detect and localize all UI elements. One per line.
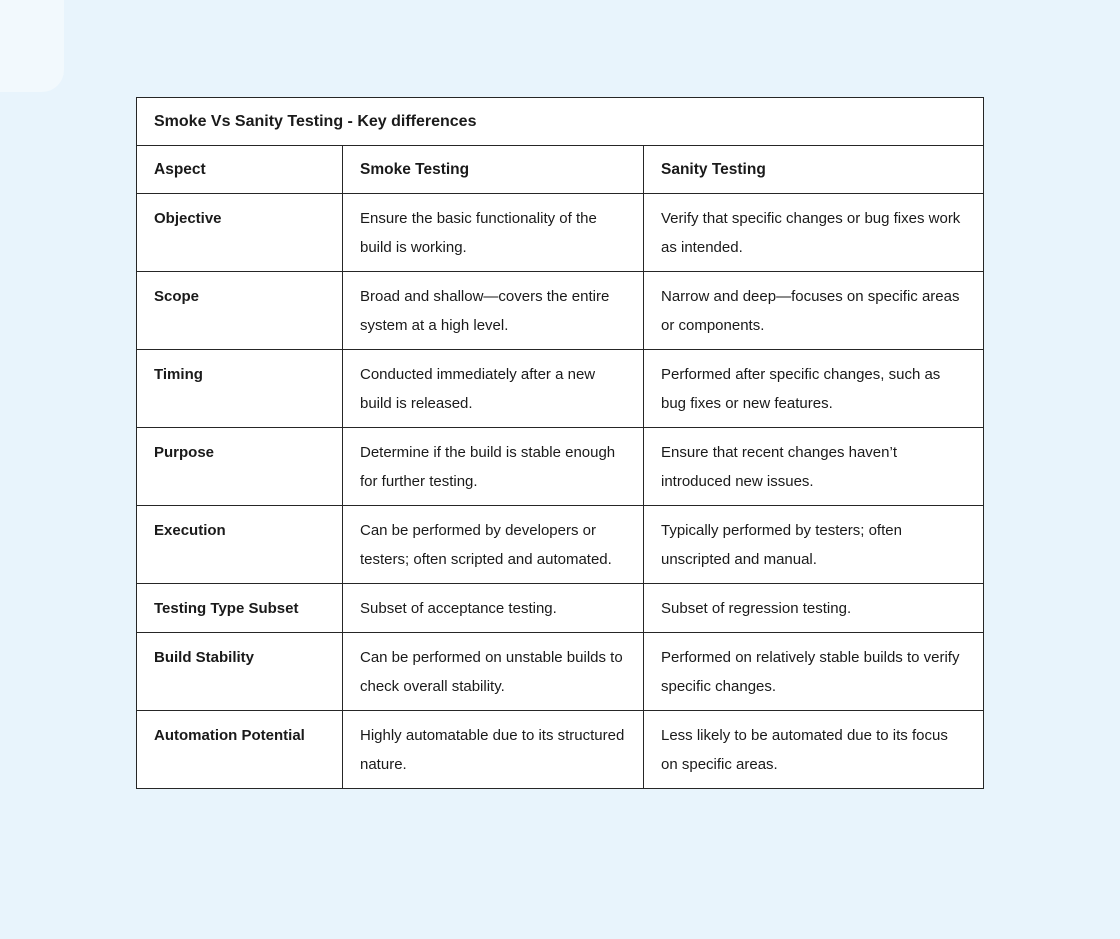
table-row-objective	[137, 194, 984, 272]
table-title-row	[137, 98, 984, 146]
smoke-testing-value: Broad and shallow—covers the entire system at a high level.	[343, 272, 644, 350]
aspect-label: Testing Type Subset	[137, 584, 343, 633]
table-row-build-stability	[137, 633, 984, 711]
sanity-testing-value: Narrow and deep—focuses on specific areas or components.	[644, 272, 984, 350]
sanity-testing-value: Performed on relatively stable builds to verify specific changes.	[644, 633, 984, 711]
sanity-testing-value: Ensure that recent changes haven’t introduced new issues.	[644, 428, 984, 506]
smoke-testing-value: Ensure the basic functionality of the build is working.	[343, 194, 644, 272]
aspect-label: Automation Potential	[137, 711, 343, 789]
smoke-testing-value: Determine if the build is stable enough for further testing.	[343, 428, 644, 506]
aspect-label: Objective	[137, 194, 343, 272]
table-row-timing	[137, 350, 984, 428]
table-row-purpose	[137, 428, 984, 506]
sanity-testing-value: Less likely to be automated due to its focus on specific areas.	[644, 711, 984, 789]
smoke-testing-value: Can be performed by developers or testers; often scripted and automated.	[343, 506, 644, 584]
table-header-row	[137, 146, 984, 194]
sanity-testing-value: Verify that specific changes or bug fixes work as intended.	[644, 194, 984, 272]
column-header-sanity-testing: Sanity Testing	[644, 146, 984, 194]
table-row-execution	[137, 506, 984, 584]
column-header-aspect: Aspect	[137, 146, 343, 194]
table-title: Smoke Vs Sanity Testing - Key differences	[137, 98, 984, 146]
smoke-testing-value: Can be performed on unstable builds to check overall stability.	[343, 633, 644, 711]
aspect-label: Execution	[137, 506, 343, 584]
sanity-testing-value: Typically performed by testers; often unscripted and manual.	[644, 506, 984, 584]
column-header-smoke-testing: Smoke Testing	[343, 146, 644, 194]
aspect-label: Purpose	[137, 428, 343, 506]
sanity-testing-value: Subset of regression testing.	[644, 584, 984, 633]
smoke-testing-value: Subset of acceptance testing.	[343, 584, 644, 633]
smoke-vs-sanity-comparison-table	[136, 97, 984, 789]
page-corner-highlight	[0, 0, 64, 92]
aspect-label: Build Stability	[137, 633, 343, 711]
sanity-testing-value: Performed after specific changes, such as bug fixes or new features.	[644, 350, 984, 428]
smoke-testing-value: Highly automatable due to its structured nature.	[343, 711, 644, 789]
smoke-testing-value: Conducted immediately after a new build is released.	[343, 350, 644, 428]
table-row-testing-type-subset	[137, 584, 984, 633]
aspect-label: Scope	[137, 272, 343, 350]
table-row-automation-potential	[137, 711, 984, 789]
aspect-label: Timing	[137, 350, 343, 428]
table-row-scope	[137, 272, 984, 350]
